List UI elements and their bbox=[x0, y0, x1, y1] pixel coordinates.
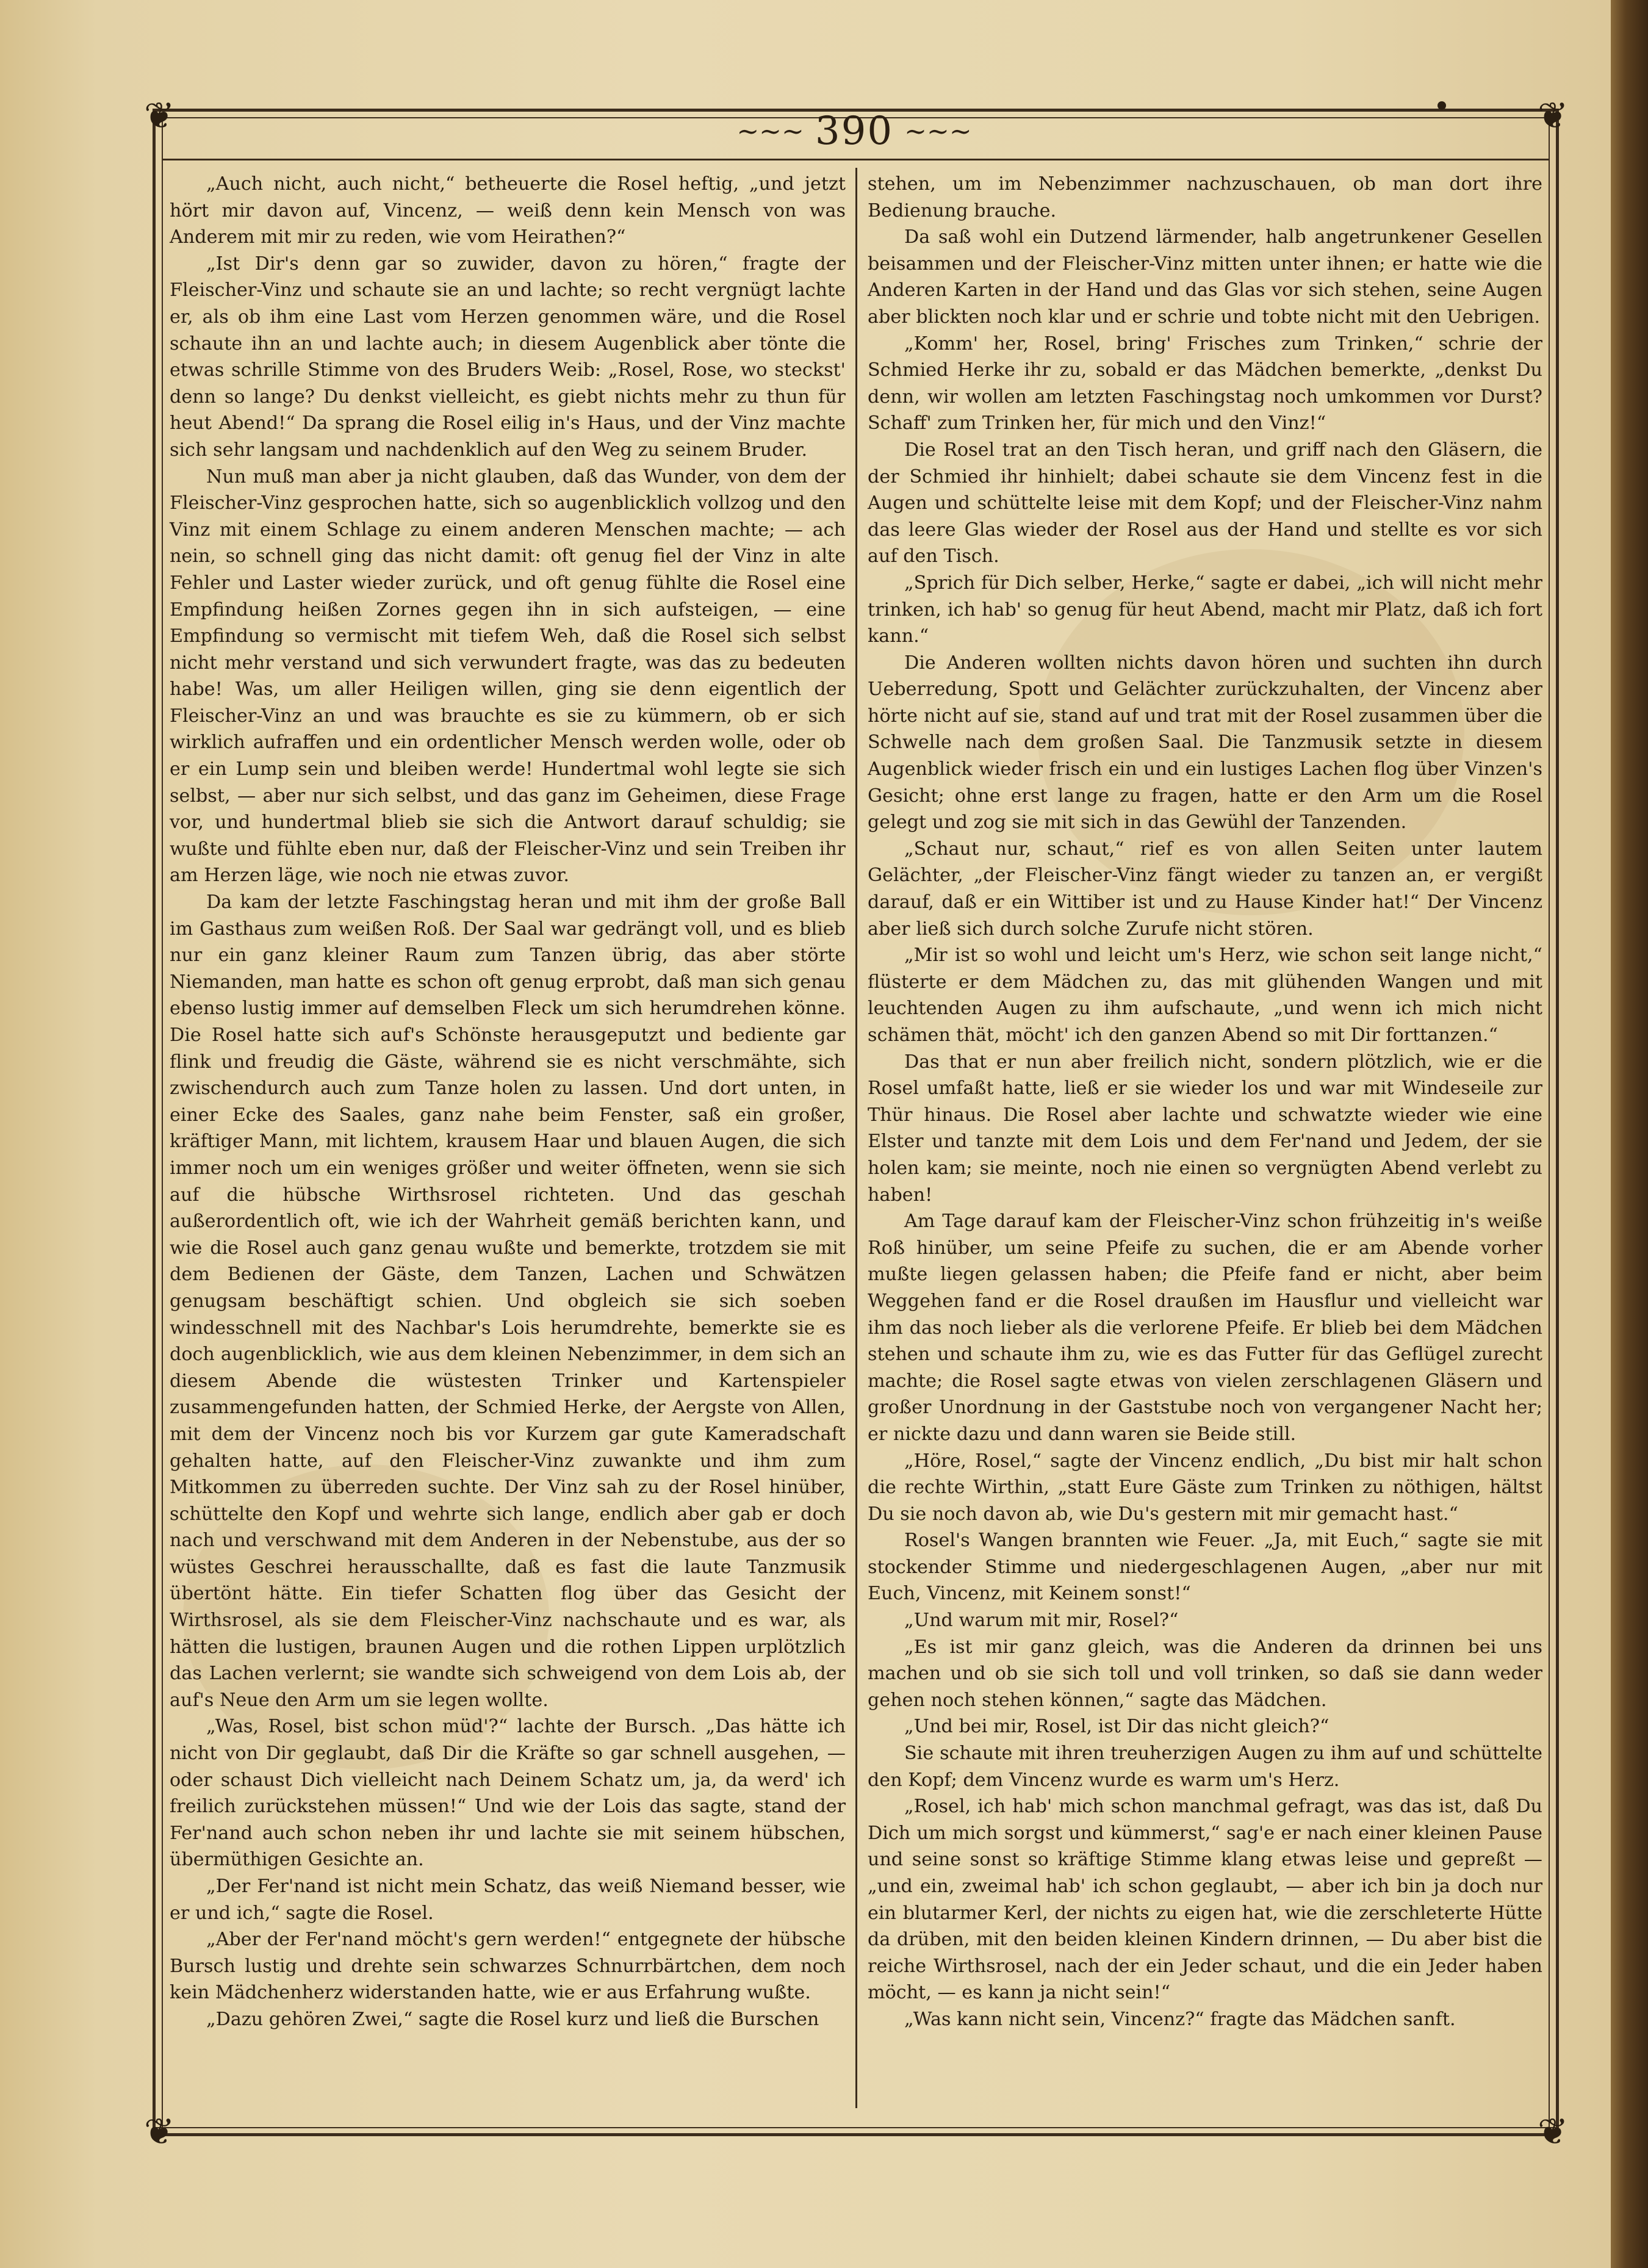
paragraph: „Was, Rosel, bist schon müd'?“ lachte der Bursch. „Das hätte ich nicht von Dir geglaubt, daß Dir die Kräfte so gar schnell ausgehen, — oder schaust Dich vielleicht nach Deinem Schatz um, ja, da werd' ich freilich zurückstehen müssen!“ Und wie der Lois das sagte, stand der Fer'nand auch schon neben ihr und lachte sie mit seinem hübschen, übermüthigen Gesichte an. bbox=[170, 1716, 846, 1871]
right-flourish-icon: ~~~ bbox=[904, 115, 972, 147]
frame-border-bottom-inner bbox=[153, 2127, 1559, 2128]
frame-border-left bbox=[153, 109, 156, 2136]
paragraph: „Auch nicht, auch nicht,“ betheuerte die Rosel heftig, „und jetzt hört mir davon auf, Vincenz, — weiß denn kein Mensch von was Anderem mit mir zu reden, wie vom Heirathen?“ bbox=[170, 173, 846, 248]
paragraph: Da kam der letzte Faschingstag heran und mit ihm der große Ball im Gasthaus zum weißen Roß. Der Saal war gedrängt voll, und es blieb nur ein ganz kleiner Raum zum Tanzen übrig, das aber störte Niemanden, man hatte es schon oft genug erprobt, daß man sich genau ebenso lustig immer auf demselben Fleck um sich herumdrehen könne. Die Rosel hatte sich auf's Schönste herausgeputzt und bediente gar flink und freudig die Gäste, während sie es nicht verschmähte, sich zwischendurch auch zum Tanze holen zu lassen. Und dort unten, in einer Ecke des Saales, ganz nahe beim Fenster, saß ein großer, kräftiger Mann, mit lichtem, krausem Haar und blauen Augen, die sich immer noch um ein weniges größer und weiter öffneten, wenn sie sich auf die hübsche Wirthsrosel richteten. Und das geschah außerordentlich oft, wie ich der Wahrheit gemäß berichten kann, und wie die Rosel auch ganz genau wußte und bemerkte, trotzdem sie mit dem Bedienen der Gäste, dem Tanzen, Lachen und Schwätzen genugsam beschäftigt schien. Und obgleich sie sich soeben windesschnell mit des Nachbar's Lois herumdrehte, bemerkte sie es doch augenblicklich, wie aus dem kleinen Nebenzimmer, in dem sich an diesem Abende die wüstesten Trinker und Kartenspieler zusammengefunden hatten, der Schmied Herke, der Aergste von Allen, mit dem der Vincenz noch bis vor Kurzem gar gute Kameradschaft gehalten hatte, auf den Fleischer-Vinz zuwankte und ihm zum Mitkommen zu überreden suchte. Der Vinz sah zu der Rosel hinüber, schüttelte den Kopf und wehrte sich lange, endlich aber gab er doch nach und verschwand mit dem Anderen in der Nebenstube, aus der so wüstes Geschrei herausschallte, daß es fast die laute Tanzmusik übertönt hätte. Ein tiefer Schatten flog über das Gesicht der Wirthsrosel, als sie dem Fleischer-Vinz nachschaute und es war, als hätten die lustigen, braunen Augen und die rothen Lippen urplötzlich das Lachen verlernt; sie wandte sich schweigend von dem Lois ab, der auf's Neue den Arm um sie legen wollte. bbox=[170, 891, 846, 1711]
paragraph: „Rosel, ich hab' mich schon manchmal gefragt, was das ist, daß Du Dich um mich sorgst und kümmerst,“ sag'e er nach einer kleinen Pause und seine sonst so kräftige Stimme klang etwas leise und gepreßt — „und ein, zweimal hab' ich schon geglaubt, — aber ich bin ja doch nur ein blutarmer Kerl, der nichts zu eigen hat, wie die zerschleterte Hütte da drüben, mit den beiden kleinen Kindern drinnen, — Du aber bist die reiche Wirthsrosel, nach der ein Jeder schaut, und die ein Jeder haben möcht, — es kann ja nicht sein!“ bbox=[868, 1796, 1542, 2004]
paragraph: „Komm' her, Rosel, bring' Frisches zum Trinken,“ schrie der Schmied Herke ihr zu, sobald er das Mädchen bemerkte, „denkst Du denn, wir wollen am letzten Faschingstag noch umkommen vor Durst? Schaff' zum Trinken her, für mich und den Vinz!“ bbox=[868, 333, 1542, 434]
corner-ornament-icon: ❦ bbox=[144, 2111, 175, 2153]
paragraph: Nun muß man aber ja nicht glauben, daß das Wunder, von dem der Fleischer-Vinz gesprochen hatte, sich so augenblicklich vollzog und den Vinz mit einem Schlage zu einem anderen Menschen machte; — ach nein, so schnell ging das nicht damit: oft genug fiel der Vinz in alte Fehler und Laster wieder zurück, und oft genug fühlte die Rosel eine Empfindung heißen Zornes gegen ihn in sich aufsteigen, — eine Empfindung so vermischt mit tiefem Weh, daß die Rosel sich selbst nicht mehr verstand und sich verwundert fragte, was das zu bedeuten habe! Was, um aller Heiligen willen, ging sie denn eigentlich der Fleischer-Vinz an und was brauchte es sie zu kümmern, ob er sich wirklich aufraffen und ein ordentlicher Mensch werden wolle, oder ob er ein Lump sein und bleiben werde! Hundertmal wohl legte sie sich selbst, — aber nur sich selbst, und das ganz im Geheimen, diese Frage vor, und hundertmal blieb sie sich die Antwort darauf schuldig; sie wußte und fühlte eben nur, daß der Fleischer-Vinz und sein Treiben ihr am Herzen läge, wie noch nie etwas zuvor. bbox=[170, 466, 846, 887]
frame-border-right-inner bbox=[1549, 117, 1550, 2129]
paragraph: Am Tage darauf kam der Fleischer-Vinz schon frühzeitig in's weiße Roß hinüber, um seine Pfeife zu suchen, die er am Abende vorher mußte liegen gelassen haben; die Pfeife fand er nicht, aber beim Weggehen fand er die Rosel draußen im Hausflur und vielleicht war ihm das noch lieber als die verlorene Pfeife. Er blieb bei dem Mädchen stehen und schaute ihm zu, wie es das Futter für das Geflügel zurecht machte; die Rosel sagte etwas von vielen zerschlagenen Gläsern und großer Unordnung in der Gaststube noch von vergangener Nacht her; er nickte dazu und dann waren sie Beide still. bbox=[868, 1211, 1542, 1445]
paragraph: Da saß wohl ein Dutzend lärmender, halb angetrunkener Gesellen beisammen und der Fleischer-Vinz mitten unter ihnen; er hatte wie die Anderen Karten in der Hand und das Glas vor sich stehen, seine Augen aber blickten noch klar und er schrie und tobte nicht mit den Uebrigen. bbox=[868, 226, 1542, 328]
paragraph: Das that er nun aber freilich nicht, sondern plötzlich, wie er die Rosel umfaßt hatte, ließ er sie wieder los und war mit Windeseile zur Thür hinaus. Die Rosel aber lachte und schwatzte wieder wie eine Elster und tanzte mit dem Lois und dem Fer'nand und Jedem, der sie holen kam; sie meinte, noch nie einen so vergnügten Abend verlebt zu haben! bbox=[868, 1051, 1542, 1206]
left-flourish-icon: ~~~ bbox=[736, 115, 804, 147]
book-spine-edge bbox=[1611, 0, 1648, 2268]
right-text-column bbox=[868, 171, 1542, 2033]
paragraph: „Mir ist so wohl und leicht um's Herz, wie schon seit lange nicht,“ flüsterte er dem Mädchen zu, das mit glühenden Wangen und mit leuchtenden Augen zu ihm aufschaute, „und wenn ich mich nicht schämen thät, möcht' ich den ganzen Abend so mit Dir forttanzen.“ bbox=[868, 945, 1542, 1046]
frame-border-bottom bbox=[153, 2133, 1559, 2136]
paragraph: Die Anderen wollten nichts davon hören und suchten ihn durch Ueberredung, Spott und Gelächter zurückzuhalten, der Vincenz aber hörte nicht auf sie, stand auf und trat mit der Rosel zusammen über die Schwelle nach dem großen Saal. Die Tanzmusik setzte in diesem Augenblick wieder frisch ein und ein lustiges Lachen flog über Vinzen's Gesicht; ohne erst lange zu fragen, hatte er den Arm um die Rosel gelegt und zog sie mit sich in das Gewühl der Tanzenden. bbox=[868, 652, 1542, 833]
paragraph: „Sprich für Dich selber, Herke,“ sagte er dabei, „ich will nicht mehr trinken, ich hab' so genug für heut Abend, macht mir Platz, daß ich fort kann.“ bbox=[868, 572, 1542, 647]
left-text-column bbox=[170, 171, 846, 2033]
page-header bbox=[732, 104, 976, 159]
ink-dot bbox=[1438, 101, 1446, 110]
corner-ornament-icon: ❦ bbox=[1538, 2111, 1569, 2153]
paragraph: Die Rosel trat an den Tisch heran, und griff nach den Gläsern, die der Schmied ihr hinhielt; dabei schaute sie dem Vincenz fest in die Augen und schüttelte leise mit dem Kopf; und der Fleischer-Vinz nahm das leere Glas wieder der Rosel aus der Hand und stellte es vor sich auf den Tisch. bbox=[868, 439, 1542, 567]
column-divider bbox=[855, 168, 857, 2108]
paragraph: „Dazu gehören Zwei,“ sagte die Rosel kurz und ließ die Burschen bbox=[206, 2008, 819, 2030]
paragraph: „Ist Dir's denn gar so zuwider, davon zu hören,“ fragte der Fleischer-Vinz und schaute sie an und lachte; so recht vergnügt lachte er, als ob ihm eine Last vom Herzen genommen wäre, und die Rosel schaute ihn an und lachte auch; in diesem Augenblick aber tönte die etwas schrille Stimme von des Bruders Weib: „Rosel, Rose, wo steckst' denn so lange? Du denkst vielleicht, es giebt nichts mehr zu thun für heut Abend!“ Da sprang die Rosel eilig in's Haus, und der Vinz machte sich sehr langsam und nachdenklich auf den Weg zu seinem Bruder. bbox=[170, 253, 846, 461]
page-number: 390 bbox=[815, 109, 894, 154]
paragraph: „Und warum mit mir, Rosel?“ bbox=[904, 1610, 1179, 1632]
paragraph: „Aber der Fer'nand möcht's gern werden!“ entgegnete der hübsche Bursch lustig und drehte sein schwarzes Schnurrbärtchen, dem noch kein Mädchenherz widerstanden hatte, wie er aus Erfahrung wußte. bbox=[170, 1929, 846, 2004]
paragraph: „Der Fer'nand ist nicht mein Schatz, das weiß Niemand besser, wie er und ich,“ sagte die Rosel. bbox=[170, 1876, 846, 1924]
paragraph: „Was kann nicht sein, Vincenz?“ fragte das Mädchen sanft. bbox=[904, 2008, 1456, 2030]
paragraph: „Es ist mir ganz gleich, was die Anderen da drinnen bei uns machen und ob sie sich toll und voll trinken, so daß sie dann weder gehen noch stehen können,“ sagte das Mädchen. bbox=[868, 1636, 1542, 1711]
paragraph: Sie schaute mit ihren treuherzigen Augen zu ihm auf und schüttelte den Kopf; dem Vincenz wurde es warm um's Herz. bbox=[868, 1743, 1542, 1791]
paragraph: „Schaut nur, schaut,“ rief es von allen Seiten unter lautem Gelächter, „der Fleischer-Vinz fängt wieder zu tanzen an, er vergißt darauf, daß er ein Wittiber ist und zu Hause Kinder hat!“ Der Vincenz aber ließ sich durch solche Zurufe nicht stören. bbox=[868, 838, 1542, 940]
corner-ornament-icon: ❦ bbox=[144, 95, 175, 137]
frame-border-left-inner bbox=[162, 117, 163, 2129]
paragraph-continued: stehen, um im Nebenzimmer nachzuschauen, ob man dort ihre Bedienung brauche. bbox=[868, 173, 1542, 221]
paragraph: „Höre, Rosel,“ sagte der Vincenz endlich, „Du bist mir halt schon die rechte Wirthin, „statt Eure Gäste zum Trinken zu nöthigen, hältst Du sie noch davon ab, wie Du's gestern mit mir gemacht hast.“ bbox=[868, 1450, 1542, 1525]
corner-ornament-icon: ❦ bbox=[1538, 95, 1569, 137]
header-rule bbox=[163, 159, 1549, 160]
paragraph: Rosel's Wangen brannten wie Feuer. „Ja, mit Euch,“ sagte sie mit stockender Stimme und niedergeschlagenen Augen, „aber nur mit Euch, Vincenz, mit Keinem sonst!“ bbox=[868, 1530, 1542, 1605]
paragraph: „Und bei mir, Rosel, ist Dir das nicht gleich?“ bbox=[904, 1716, 1330, 1738]
frame-border-right bbox=[1556, 109, 1559, 2136]
